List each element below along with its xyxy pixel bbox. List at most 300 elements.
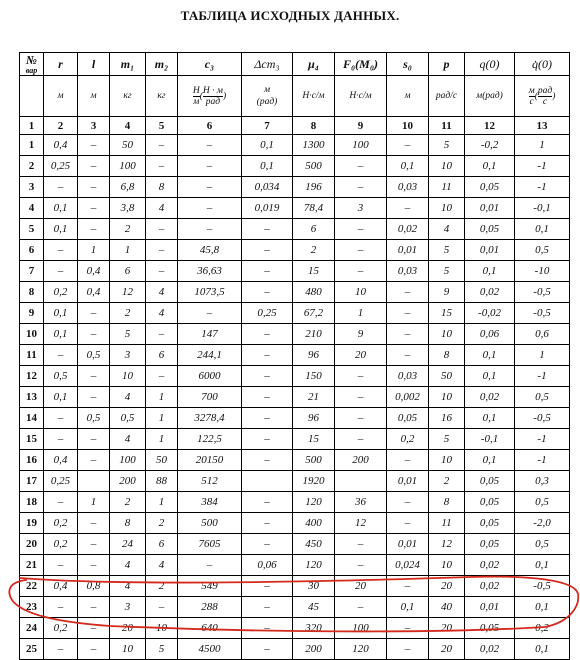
table-cell: 512	[178, 471, 242, 492]
table-cell: –	[242, 492, 293, 513]
table-cell: 3,8	[110, 198, 146, 219]
table-cell: 10	[429, 324, 465, 345]
table-cell: 1	[515, 135, 570, 156]
table-cell: –	[335, 240, 387, 261]
table-cell: –	[387, 198, 429, 219]
table-cell: 4	[146, 198, 178, 219]
table-cell: 2	[146, 513, 178, 534]
table-cell: –	[242, 534, 293, 555]
table-cell: –	[387, 639, 429, 660]
table-row	[20, 282, 570, 303]
table-cell: –	[146, 597, 178, 618]
table-cell: 0,01	[387, 240, 429, 261]
table-cell: –	[242, 639, 293, 660]
table-cell: 1	[146, 408, 178, 429]
table-cell: 0,01	[387, 534, 429, 555]
table-cell: 122,5	[178, 429, 242, 450]
table-row	[20, 198, 570, 219]
table-cell: 0,1	[44, 324, 78, 345]
table-cell: –	[44, 408, 78, 429]
table-cell: –	[387, 324, 429, 345]
table-cell: 0,05	[465, 618, 515, 639]
table-cell: 0,4	[44, 576, 78, 597]
table-cell: –	[335, 366, 387, 387]
variant-number-cell: 20	[20, 534, 44, 555]
table-cell: 7605	[178, 534, 242, 555]
table-cell: 0,1	[515, 555, 570, 576]
variant-number-cell: 21	[20, 555, 44, 576]
table-cell: –	[387, 618, 429, 639]
column-number: 10	[387, 117, 429, 135]
table-cell: 2	[429, 471, 465, 492]
table-cell: 0,5	[78, 408, 110, 429]
table-cell: 6	[110, 261, 146, 282]
table-cell: 120	[293, 555, 335, 576]
table-cell: –	[78, 135, 110, 156]
table-cell: 0,02	[465, 639, 515, 660]
table-cell: 100	[335, 618, 387, 639]
table-cell: –	[78, 198, 110, 219]
table-row	[20, 324, 570, 345]
unit-c3-fraction: $\frac{Н}{м}$	[192, 85, 200, 107]
table-cell: 0,1	[515, 219, 570, 240]
column-number-row	[20, 117, 570, 135]
unit-m1: кг	[110, 76, 146, 117]
table-cell: –	[242, 576, 293, 597]
table-cell: 6000	[178, 366, 242, 387]
table-cell: 9	[429, 282, 465, 303]
table-cell: 1	[110, 240, 146, 261]
column-number: 5	[146, 117, 178, 135]
table-cell: 100	[110, 156, 146, 177]
table-cell: –	[178, 135, 242, 156]
table-cell: 0,5	[515, 240, 570, 261]
table-cell: –	[44, 492, 78, 513]
table-cell: –	[335, 156, 387, 177]
table-cell: 320	[293, 618, 335, 639]
table-cell: –	[242, 324, 293, 345]
table-row	[20, 513, 570, 534]
table-cell: 0,1	[465, 366, 515, 387]
table-cell: –	[78, 534, 110, 555]
table-cell: 288	[178, 597, 242, 618]
table-cell: 0,2	[44, 534, 78, 555]
table-cell: –	[78, 366, 110, 387]
table-cell: 0,034	[242, 177, 293, 198]
table-cell: 0,25	[242, 303, 293, 324]
table-cell: 24	[110, 534, 146, 555]
table-cell: –	[178, 303, 242, 324]
table-cell: –	[78, 387, 110, 408]
table-cell: –	[335, 261, 387, 282]
table-cell: 0,1	[515, 639, 570, 660]
table-cell: 20150	[178, 450, 242, 471]
table-cell: –	[387, 513, 429, 534]
table-cell: 0,2	[44, 618, 78, 639]
table-cell: 4	[110, 576, 146, 597]
table-cell: 0,1	[387, 156, 429, 177]
table-cell: 0,8	[78, 576, 110, 597]
table-cell: 4	[110, 387, 146, 408]
table-cell: 0,4	[78, 282, 110, 303]
variant-number-cell: 6	[20, 240, 44, 261]
table-cell: –	[335, 408, 387, 429]
variant-number-cell: 19	[20, 513, 44, 534]
table-cell: –	[146, 261, 178, 282]
unit-m2: кг	[146, 76, 178, 117]
table-cell: 36,63	[178, 261, 242, 282]
table-cell: 10	[110, 366, 146, 387]
table-cell: 2	[146, 576, 178, 597]
table-cell: 21	[293, 387, 335, 408]
table-cell: 0,5	[78, 345, 110, 366]
table-cell: –	[78, 597, 110, 618]
variant-number-cell: 3	[20, 177, 44, 198]
table-cell: –	[44, 177, 78, 198]
table-cell: –	[78, 450, 110, 471]
table-cell: 6	[146, 345, 178, 366]
table-cell: 4	[429, 219, 465, 240]
table-cell: 10	[429, 156, 465, 177]
table-cell: –	[146, 156, 178, 177]
variant-number-cell: 17	[20, 471, 44, 492]
table-cell: 11	[429, 177, 465, 198]
table-cell: 0,05	[465, 513, 515, 534]
table-cell: –	[178, 555, 242, 576]
table-row	[20, 639, 570, 660]
table-cell: 20	[429, 639, 465, 660]
table-cell: 10	[429, 450, 465, 471]
table-cell: 120	[335, 639, 387, 660]
header-p: p	[429, 53, 465, 76]
table-row	[20, 450, 570, 471]
table-cell: -1	[515, 156, 570, 177]
variant-number-cell: 10	[20, 324, 44, 345]
table-row	[20, 408, 570, 429]
variant-number-cell: 18	[20, 492, 44, 513]
header-m1: m₁	[110, 53, 146, 76]
table-cell: –	[242, 282, 293, 303]
table-cell: –	[44, 555, 78, 576]
table-cell: -1	[515, 429, 570, 450]
table-cell: 147	[178, 324, 242, 345]
table-cell: 0,06	[465, 324, 515, 345]
table-cell: 3278,4	[178, 408, 242, 429]
table-cell: 200	[293, 639, 335, 660]
table-cell	[335, 471, 387, 492]
table-cell: –	[178, 198, 242, 219]
table-cell: –	[44, 597, 78, 618]
table-cell: 120	[293, 492, 335, 513]
table-cell: 196	[293, 177, 335, 198]
table-cell: –	[146, 240, 178, 261]
table-cell: 12	[335, 513, 387, 534]
table-cell: 20	[335, 345, 387, 366]
unit-p: рад/с	[429, 76, 465, 117]
column-number: 13	[515, 117, 570, 135]
table-cell: 78,4	[293, 198, 335, 219]
variant-number-cell: 11	[20, 345, 44, 366]
table-cell: 500	[178, 513, 242, 534]
table-cell: 1	[146, 387, 178, 408]
table-cell: 0,05	[465, 177, 515, 198]
table-row	[20, 177, 570, 198]
variant-number-cell: 23	[20, 597, 44, 618]
table-cell: 0,5	[110, 408, 146, 429]
table-cell: 0,25	[44, 471, 78, 492]
table-cell: 0,2	[515, 618, 570, 639]
table-row	[20, 555, 570, 576]
table-cell: 1	[515, 345, 570, 366]
table-cell: 0,4	[78, 261, 110, 282]
table-cell: 5	[429, 261, 465, 282]
table-cell: 1	[78, 240, 110, 261]
table-cell: 8	[146, 177, 178, 198]
units-row	[20, 76, 570, 117]
table-cell: 0,02	[465, 555, 515, 576]
table-cell: 0,03	[387, 261, 429, 282]
table-cell: –	[146, 324, 178, 345]
table-cell: 1920	[293, 471, 335, 492]
column-number: 7	[242, 117, 293, 135]
table-cell: 0,1	[242, 156, 293, 177]
variant-number-cell: 12	[20, 366, 44, 387]
variant-number-cell: 25	[20, 639, 44, 660]
table-cell: 0,1	[515, 597, 570, 618]
table-cell: –	[387, 450, 429, 471]
table-cell: 10	[335, 282, 387, 303]
table-cell: 1	[335, 303, 387, 324]
table-cell: 200	[110, 471, 146, 492]
table-cell: 4	[146, 303, 178, 324]
table-cell: 0,4	[44, 450, 78, 471]
table-row	[20, 534, 570, 555]
table-cell: –	[335, 555, 387, 576]
table-cell: 10	[146, 618, 178, 639]
table-cell: 6,8	[110, 177, 146, 198]
header-delta-st3: Δст₃	[242, 53, 293, 76]
table-cell: –	[387, 303, 429, 324]
table-cell: 8	[429, 492, 465, 513]
table-cell: 0,02	[387, 219, 429, 240]
table-cell: –	[242, 366, 293, 387]
table-cell: –	[242, 408, 293, 429]
table-cell: 1	[78, 492, 110, 513]
table-cell: 8	[110, 513, 146, 534]
unit-var	[20, 76, 44, 117]
table-row	[20, 576, 570, 597]
table-cell: 4500	[178, 639, 242, 660]
table-cell: 0,01	[465, 597, 515, 618]
table-cell: 10	[110, 639, 146, 660]
table-cell: 0,1	[44, 303, 78, 324]
table-cell: 549	[178, 576, 242, 597]
table-cell: 1300	[293, 135, 335, 156]
variant-number-cell: 4	[20, 198, 44, 219]
table-cell: 5	[146, 639, 178, 660]
table-cell: 40	[429, 597, 465, 618]
table-row	[20, 387, 570, 408]
table-cell: –	[146, 219, 178, 240]
variant-number-cell: 22	[20, 576, 44, 597]
header-row	[20, 53, 570, 76]
table-cell: –	[44, 345, 78, 366]
variant-number-cell: 9	[20, 303, 44, 324]
table-cell: 12	[429, 534, 465, 555]
unit-c3: $\frac{Н}{м}$ ( $\frac{Н \cdot м}{\text{рад}}$ )	[178, 76, 242, 117]
table-cell: -1	[515, 366, 570, 387]
variant-number-cell: 14	[20, 408, 44, 429]
table-cell: 640	[178, 618, 242, 639]
table-cell: –	[78, 156, 110, 177]
table-cell: 0,1	[44, 198, 78, 219]
table-cell: 3	[110, 345, 146, 366]
table-cell: 0,3	[515, 471, 570, 492]
table-cell: 1073,5	[178, 282, 242, 303]
table-cell: 10	[429, 387, 465, 408]
table-cell	[242, 471, 293, 492]
table-cell: –	[178, 156, 242, 177]
column-number: 9	[335, 117, 387, 135]
table-cell: 12	[110, 282, 146, 303]
table-cell: 50	[110, 135, 146, 156]
table-cell: 2	[110, 492, 146, 513]
table-cell: 480	[293, 282, 335, 303]
header-qdot0: q̇(0)	[515, 53, 570, 76]
table-cell: -0,5	[515, 408, 570, 429]
table-cell: 0,1	[44, 219, 78, 240]
table-cell: 0,05	[465, 534, 515, 555]
table-cell: 6	[146, 534, 178, 555]
unit-mu4: Н·с/м	[293, 76, 335, 117]
table-cell: 20	[429, 576, 465, 597]
variant-number-cell: 8	[20, 282, 44, 303]
table-cell: 3	[335, 198, 387, 219]
table-cell: 10	[429, 198, 465, 219]
table-row	[20, 597, 570, 618]
table-cell: 0,05	[465, 492, 515, 513]
table-cell: 0,2	[387, 429, 429, 450]
table-cell: -0,1	[515, 198, 570, 219]
table-cell: 0,1	[465, 261, 515, 282]
variant-number-cell: 16	[20, 450, 44, 471]
table-cell: 150	[293, 366, 335, 387]
table-cell: -0,2	[465, 135, 515, 156]
table-cell: –	[242, 240, 293, 261]
table-cell: –	[387, 282, 429, 303]
table-cell: 0,02	[465, 576, 515, 597]
unit-qdot-paren-fraction: $\frac{\text{рад}}{с}$	[537, 85, 553, 107]
table-cell: 10	[429, 555, 465, 576]
table-cell	[78, 471, 110, 492]
table-cell: –	[78, 555, 110, 576]
table-cell: -0,5	[515, 303, 570, 324]
table-cell: 0,03	[387, 177, 429, 198]
table-cell: -2,0	[515, 513, 570, 534]
header-l: l	[78, 53, 110, 76]
table-cell: –	[242, 513, 293, 534]
table-cell: 210	[293, 324, 335, 345]
table-cell: 36	[335, 492, 387, 513]
table-cell: –	[242, 261, 293, 282]
unit-qdot0: $\frac{м}{с}$ ( $\frac{\text{рад}}{с}$ )	[515, 76, 570, 117]
table-cell: –	[44, 240, 78, 261]
table-cell: 0,024	[387, 555, 429, 576]
table-cell: -0,5	[515, 576, 570, 597]
table-row	[20, 240, 570, 261]
variant-number-cell: 15	[20, 429, 44, 450]
table-cell: –	[178, 177, 242, 198]
table-cell: 0,05	[465, 219, 515, 240]
table-cell: 0,1	[465, 408, 515, 429]
table-cell: 45	[293, 597, 335, 618]
table-row	[20, 366, 570, 387]
table-cell: 8	[429, 345, 465, 366]
table-cell: 0,5	[515, 387, 570, 408]
table-cell: 2	[110, 303, 146, 324]
page-title: ТАБЛИЦА ИСХОДНЫХ ДАННЫХ.	[180, 8, 400, 23]
table-cell: 30	[293, 576, 335, 597]
table-cell: –	[387, 576, 429, 597]
column-number: 11	[429, 117, 465, 135]
table-cell: 5	[429, 429, 465, 450]
header-s0: s₀	[387, 53, 429, 76]
table-cell: 6	[293, 219, 335, 240]
table-row	[20, 429, 570, 450]
table-cell: 0,01	[465, 198, 515, 219]
table-cell: 0,1	[242, 135, 293, 156]
table-cell: 50	[429, 366, 465, 387]
table-row	[20, 135, 570, 156]
table-cell: 0,1	[465, 345, 515, 366]
table-cell: –	[78, 639, 110, 660]
header-q0: q(0)	[465, 53, 515, 76]
column-number: 12	[465, 117, 515, 135]
table-cell: 15	[293, 261, 335, 282]
table-cell: –	[44, 261, 78, 282]
table-row	[20, 618, 570, 639]
table-cell: –	[387, 135, 429, 156]
table-cell: 384	[178, 492, 242, 513]
table-cell: 0,4	[44, 135, 78, 156]
table-cell: 450	[293, 534, 335, 555]
header-mu4: μ₄	[293, 53, 335, 76]
table-cell: 0,06	[242, 555, 293, 576]
table-cell: –	[242, 618, 293, 639]
column-number: 6	[178, 117, 242, 135]
table-cell: -0,5	[515, 282, 570, 303]
table-cell: –	[242, 597, 293, 618]
table-cell: 20	[110, 618, 146, 639]
table-cell: 20	[335, 576, 387, 597]
table-cell: –	[146, 135, 178, 156]
unit-delta: м (рад)	[242, 76, 293, 117]
table-cell: –	[387, 492, 429, 513]
table-cell: 96	[293, 345, 335, 366]
table-cell: –	[78, 429, 110, 450]
table-cell: –	[242, 345, 293, 366]
variant-number-cell: 1	[20, 135, 44, 156]
variant-number-cell: 13	[20, 387, 44, 408]
table-cell: -10	[515, 261, 570, 282]
table-cell: –	[335, 219, 387, 240]
table-cell: –	[242, 450, 293, 471]
table-cell: –	[335, 177, 387, 198]
table-cell: 0,5	[515, 534, 570, 555]
table-cell: –	[242, 219, 293, 240]
table-cell: 700	[178, 387, 242, 408]
table-cell: 88	[146, 471, 178, 492]
